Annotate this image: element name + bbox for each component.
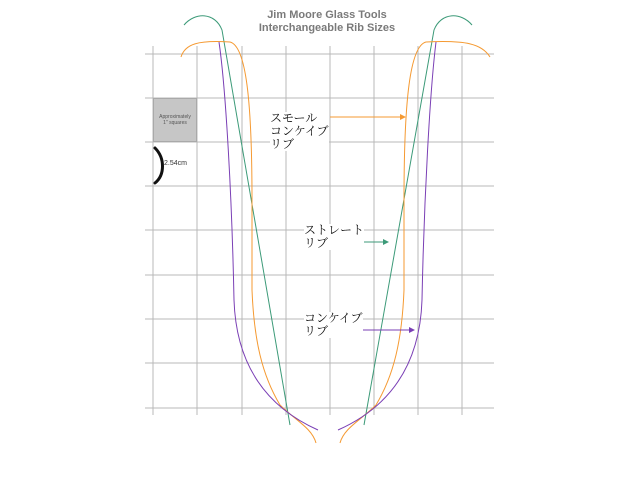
straight-rib-label xyxy=(304,224,364,250)
concave-label-line-1: コンケイブ xyxy=(304,311,363,325)
small-concave-label-line-2: コンケイブ xyxy=(270,124,329,138)
small-concave-rib-label xyxy=(270,112,329,151)
small-concave-label-line-3: リブ xyxy=(270,137,295,151)
title-line-2: Interchangeable Rib Sizes xyxy=(258,22,396,34)
straight-arrowhead xyxy=(383,239,389,245)
cm-bracket xyxy=(155,148,163,183)
small-concave-rib-left-curve xyxy=(181,42,316,443)
concave-label-line-2: リブ xyxy=(304,324,329,338)
straight-rib-left-curve xyxy=(184,16,290,425)
cm-label: 2.54cm xyxy=(164,160,187,167)
title-line-1: Jim Moore Glass Tools xyxy=(267,9,387,21)
scale-square-text-2: 1" squares xyxy=(163,120,187,126)
concave-arrowhead xyxy=(409,327,415,333)
scale-square-text-1: Approximately xyxy=(159,114,191,120)
small-concave-arrowhead xyxy=(400,114,406,120)
concave-rib-label xyxy=(304,312,363,338)
small-concave-label-line-1: スモール xyxy=(270,111,318,125)
scale-square xyxy=(153,98,197,142)
straight-label-line-1: ストレート xyxy=(304,223,365,237)
straight-label-line-2: リブ xyxy=(304,236,329,250)
